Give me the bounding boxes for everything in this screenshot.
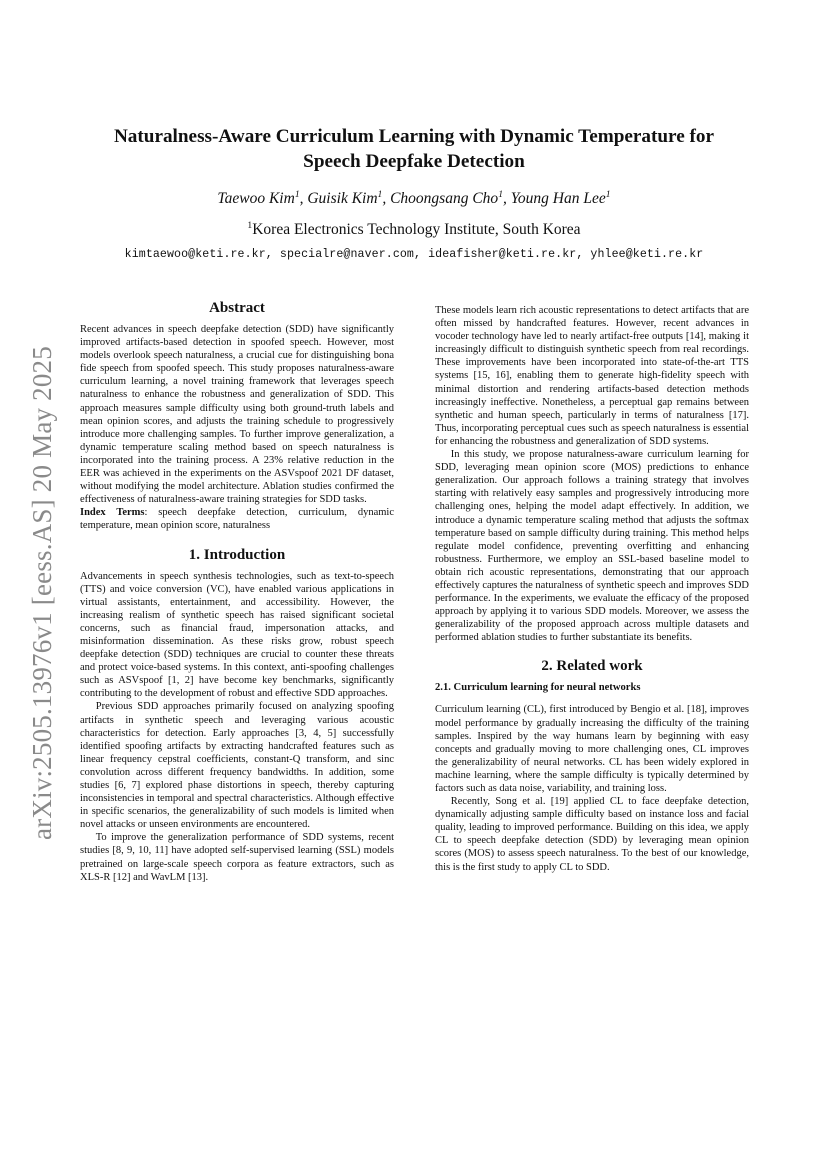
abstract-heading: Abstract xyxy=(209,300,265,316)
author-name: Taewoo Kim xyxy=(217,190,295,207)
related-paragraph: Recently, Song et al. [19] applied CL to face deepfake detection, dynamically adjusting sample difficulty based on instance loss and facial quality, leading to improved performance. Building on this idea, we apply CL to speech deepfake detection (SDD) by leveraging mean opinion scores (MOS) to assess speech naturalness. To the best of our knowledge, this is the first study to apply CL to SDD. xyxy=(435,796,749,873)
right-column xyxy=(435,304,749,874)
author-affiliation-mark: 1 xyxy=(294,188,300,200)
related-paragraph: Curriculum learning (CL), first introduced by Bengio et al. [18], improves model performance by gradually increasing the difficulty of the training samples. Inspired by the way humans learn by beginning with easy concepts and gradually moving to more challenging ones, CL improves the generalizability of neural networks. CL has been widely explored in machine learning, where the sample difficulty is typically determined by factors such as data noise, variability, and training loss. xyxy=(435,704,749,794)
affiliation-text: Korea Electronics Technology Institute, South Korea xyxy=(252,221,581,238)
author-name: Guisik Kim xyxy=(307,190,378,207)
abstract-text: Recent advances in speech deepfake detection (SDD) have significantly improved artifacts-based detection in spoofed speech. However, most models overlook speech naturalness, a crucial cue for distinguishing bona fide speech from spoofed speech. This study proposes naturalness-aware curriculum learning, a novel training framework that leverages speech naturalness to enhance the robustness and generalization of SDD. This approach measures sample difficulty using both ground-truth labels and mean opinion scores, and adjusts the training schedule to progressively introduce more challenging samples. To further improve generalization, a dynamic temperature scaling method based on speech naturalness is incorporated into the training process. A 23% relative reduction in the EER was achieved in the experiments on the ASVspoof 2021 DF dataset, without modifying the model architecture. Ablation studies confirmed the effectiveness of naturalness-aware training strategies for SDD tasks. xyxy=(80,324,394,506)
intro-paragraph: These models learn rich acoustic representations to detect artifacts that are often missed by handcrafted features. However, recent advances in vocoder technology have led to nearly artifact-free outputs [14], making it increasingly difficult to distinguish synthetic speech from real recordings. These improvements have been incorporated into state-of-the-art TTS systems [15, 16], enabling them to generate high-fidelity speech with minimal distortion and rendering artifacts-based detection methods increasingly ineffective. Nonetheless, a perceptual gap remains between synthetic and human speech, particularly in terms of naturalness [17]. Thus, incorporating perceptual cues such as speech naturalness is essential for enhancing the robustness and generalization of SDD systems. xyxy=(435,305,749,447)
author-affiliation-mark: 1 xyxy=(605,188,611,200)
title-line-1: Naturalness-Aware Curriculum Learning with Dynamic Temperature for xyxy=(113,126,715,147)
left-column xyxy=(80,298,394,884)
author-name: Choongsang Cho xyxy=(390,190,499,207)
index-terms xyxy=(80,506,394,532)
introduction-heading: 1. Introduction xyxy=(188,546,286,563)
paper-title xyxy=(80,124,748,174)
intro-paragraph: Advancements in speech synthesis technologies, such as text-to-speech (TTS) and voice conversion (VC), have enabled various applications in virtual assistants, entertainment, and accessibility. However, the increasing realism of synthetic speech has raised significant societal concerns, such as financial fraud, impersonation attacks, and misinformation dissemination. As these risks grow, robust speech deepfake detection (SDD) techniques are crucial to counter these threats and protect voice-based systems. In this context, anti-spoofing challenges such as ASVspoof [1, 2] have become key benchmarks, significantly contributing to the development of robust and effective SDD approaches. xyxy=(80,570,394,700)
title-line-2: Speech Deepfake Detection xyxy=(303,151,525,172)
index-terms-text: : speech deepfake detection, curriculum, dynamic temperature, mean opinion score, naturalness xyxy=(80,507,394,532)
affiliation-number: 1 xyxy=(247,219,253,231)
intro-paragraph: Previous SDD approaches primarily focused on analyzing spoofing artifacts in synthetic speech and leveraging various acoustic characteristics for detection. Early approaches [3, 4, 5] successfully identified spoofing artifacts by extracting handcrafted features such as linear frequency cepstral coefficients, constant-Q transform, and sinc convolution across different frequency bandwidths. In addition, some studies [6, 7] explored phase distortions in speech, thereby capturing inconsistencies in temporal and spectral characteristics. Although effective in specific scenarios, the generalizability of such models is limited when novel attacks or unseen environments are encountered. xyxy=(80,701,394,831)
intro-paragraph: To improve the generalization performance of SDD systems, recent studies [8, 9, 10, 11] have adopted self-supervised learning (SSL) models pretrained on large-scale speech corpora as feature extractors, such as XLS-R [12] and WavLM [13]. xyxy=(80,832,394,883)
author-affiliation-mark: 1 xyxy=(377,188,383,200)
intro-paragraph: In this study, we propose naturalness-aware curriculum learning for SDD, leveraging mean opinion score (MOS) predictions to enhance generalization. Our approach follows a training strategy that involves starting with relatively easy samples and progressively introducing more challenging ones, helping the model adapt effectively. In addition, we introduce a dynamic temperature scaling method that adjusts the softmax temperature based on sample difficulty during training. This method helps regulate model confidence, preventing overfitting and enhancing robustness. Furthermore, we employ an SSL-based baseline model to obtain rich acoustic representations, demonstrating that our approach effectively captures the naturalness of synthetic speech and improves SDD performance. In the experiments, we evaluate the efficacy of the proposed approach by applying it to various SDD models. Moreover, we assess the generalizability of the proposed approach across multiple datasets and performed ablation studies to further substantiate its benefits. xyxy=(435,449,749,644)
related-work-heading: 2. Related work xyxy=(541,658,643,675)
author-emails: kimtaewoo@keti.re.kr, specialre@naver.com, ideafisher@keti.re.kr, yhlee@keti.re.kr xyxy=(124,248,704,261)
author-name: Young Han Lee xyxy=(510,190,606,207)
author-affiliation-mark: 1 xyxy=(498,188,503,200)
curriculum-learning-subheading: 2.1. Curriculum learning for neural networks xyxy=(435,682,641,694)
affiliation xyxy=(80,220,748,240)
index-terms-label: Index Terms xyxy=(80,507,145,519)
author-list: Taewoo Kim$^1$, Guisik Kim$^1$, Choongsang Cho$^1$, Young Han Lee$^1$ xyxy=(217,188,611,207)
arxiv-identifier: arXiv:2505.13976v1 [eess.AS] 20 May 2025 xyxy=(27,346,57,840)
